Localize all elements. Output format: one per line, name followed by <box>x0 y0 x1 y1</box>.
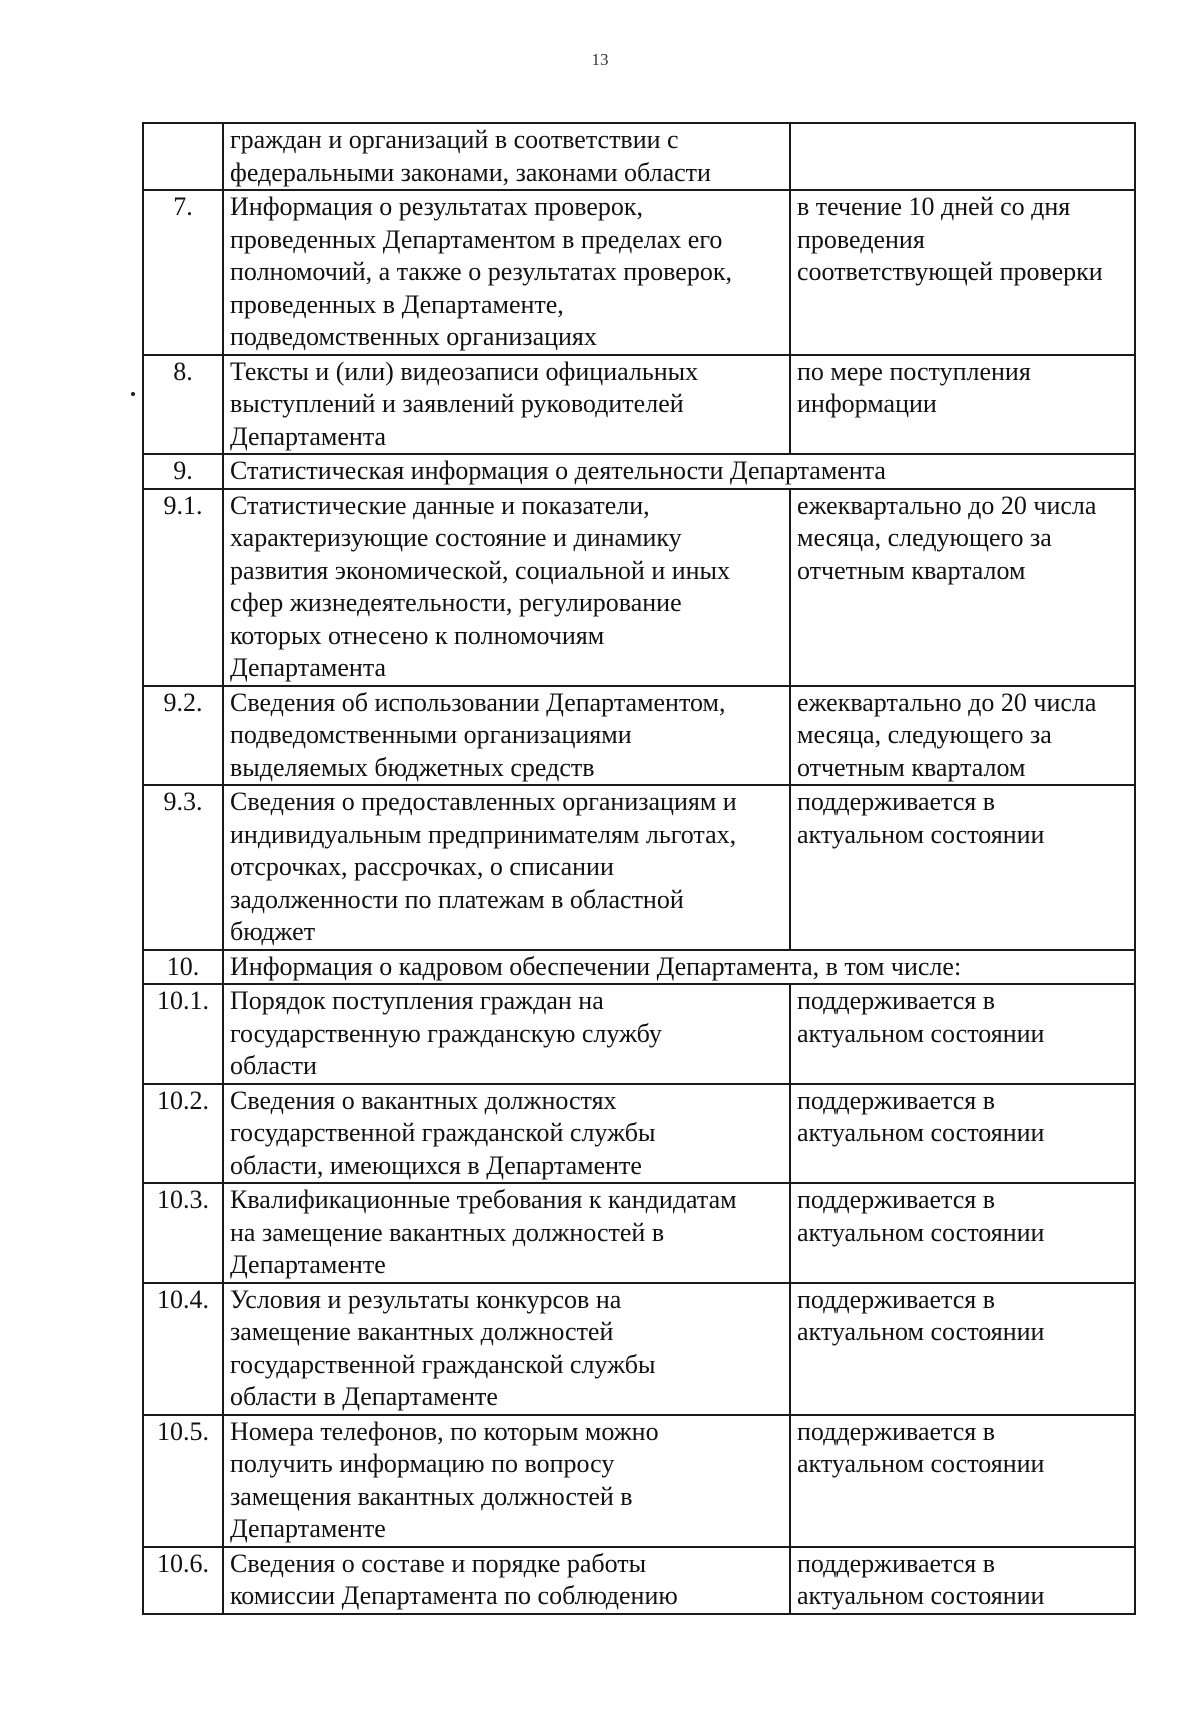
row-term: поддерживается в актуальном состоянии <box>790 1283 1135 1415</box>
table-row <box>143 1415 1135 1547</box>
table-row <box>143 1283 1135 1415</box>
row-number: 10.5. <box>143 1415 223 1547</box>
row-description: Сведения об использовании Департаментом, подведомственными организациями выделяемых бюджетных средств <box>223 686 790 786</box>
section-row <box>143 454 1135 489</box>
information-table <box>142 122 1136 1615</box>
row-number: 10.6. <box>143 1547 223 1614</box>
row-description: Сведения о составе и порядке работы комиссии Департамента по соблюдению <box>223 1547 790 1614</box>
row-term <box>790 123 1135 190</box>
row-number: 10.1. <box>143 984 223 1084</box>
row-number: 9.3. <box>143 785 223 950</box>
table-row <box>143 355 1135 455</box>
row-number: 10.2. <box>143 1084 223 1184</box>
row-term: ежеквартально до 20 числа месяца, следующего за отчетным кварталом <box>790 489 1135 686</box>
row-term: поддерживается в актуальном состоянии <box>790 1415 1135 1547</box>
table-row <box>143 123 1135 190</box>
row-description: Сведения о вакантных должностях государственной гражданской службы области, имеющихся в Департаменте <box>223 1084 790 1184</box>
row-number <box>143 123 223 190</box>
section-row <box>143 950 1135 985</box>
row-number: 9. <box>143 454 223 489</box>
row-term: в течение 10 дней со дня проведения соответствующей проверки <box>790 190 1135 355</box>
row-term: по мере поступления информации <box>790 355 1135 455</box>
row-description: Сведения о предоставленных организациям и индивидуальным предпринимателям льготах, отсрочках, рассрочках, о списании задолженности по платежам в областной бюджет <box>223 785 790 950</box>
row-number: 10. <box>143 950 223 985</box>
section-title: Информация о кадровом обеспечении Департамента, в том числе: <box>223 950 1135 985</box>
table-row <box>143 190 1135 355</box>
row-description: Тексты и (или) видеозаписи официальных выступлений и заявлений руководителей Департамента <box>223 355 790 455</box>
row-description: Порядок поступления граждан на государственную гражданскую службу области <box>223 984 790 1084</box>
row-description: Квалификационные требования к кандидатам на замещение вакантных должностей в Департаменте <box>223 1183 790 1283</box>
table-row <box>143 785 1135 950</box>
table-row <box>143 1547 1135 1614</box>
row-term: поддерживается в актуальном состоянии <box>790 785 1135 950</box>
row-number: 9.2. <box>143 686 223 786</box>
row-description: Условия и результаты конкурсов на замещение вакантных должностей государственной гражданской службы области в Департаменте <box>223 1283 790 1415</box>
table-row <box>143 984 1135 1084</box>
row-term: поддерживается в актуальном состоянии <box>790 1547 1135 1614</box>
row-number: 10.4. <box>143 1283 223 1415</box>
table-row <box>143 1183 1135 1283</box>
row-description: Статистические данные и показатели, характеризующие состояние и динамику развития экономической, социальной и иных сфер жизнедеятельности, регулирование которых отнесено к полномочиям Департамента <box>223 489 790 686</box>
row-term: поддерживается в актуальном состоянии <box>790 1084 1135 1184</box>
section-title: Статистическая информация о деятельности Департамента <box>223 454 1135 489</box>
scan-dot <box>131 392 135 396</box>
row-description: Номера телефонов, по которым можно получить информацию по вопросу замещения вакантных должностей в Департаменте <box>223 1415 790 1547</box>
row-description: граждан и организаций в соответствии с федеральными законами, законами области <box>223 123 790 190</box>
page-number: 13 <box>591 50 609 69</box>
row-term: поддерживается в актуальном состоянии <box>790 984 1135 1084</box>
row-term: поддерживается в актуальном состоянии <box>790 1183 1135 1283</box>
row-number: 10.3. <box>143 1183 223 1283</box>
row-number: 7. <box>143 190 223 355</box>
row-term: ежеквартально до 20 числа месяца, следующего за отчетным кварталом <box>790 686 1135 786</box>
table-row <box>143 1084 1135 1184</box>
table-row <box>143 686 1135 786</box>
row-description: Информация о результатах проверок, проведенных Департаментом в пределах его полномочий, а также о результатах проверок, проведенных в Департаменте, подведомственных организациях <box>223 190 790 355</box>
row-number: 9.1. <box>143 489 223 686</box>
table-row <box>143 489 1135 686</box>
row-number: 8. <box>143 355 223 455</box>
